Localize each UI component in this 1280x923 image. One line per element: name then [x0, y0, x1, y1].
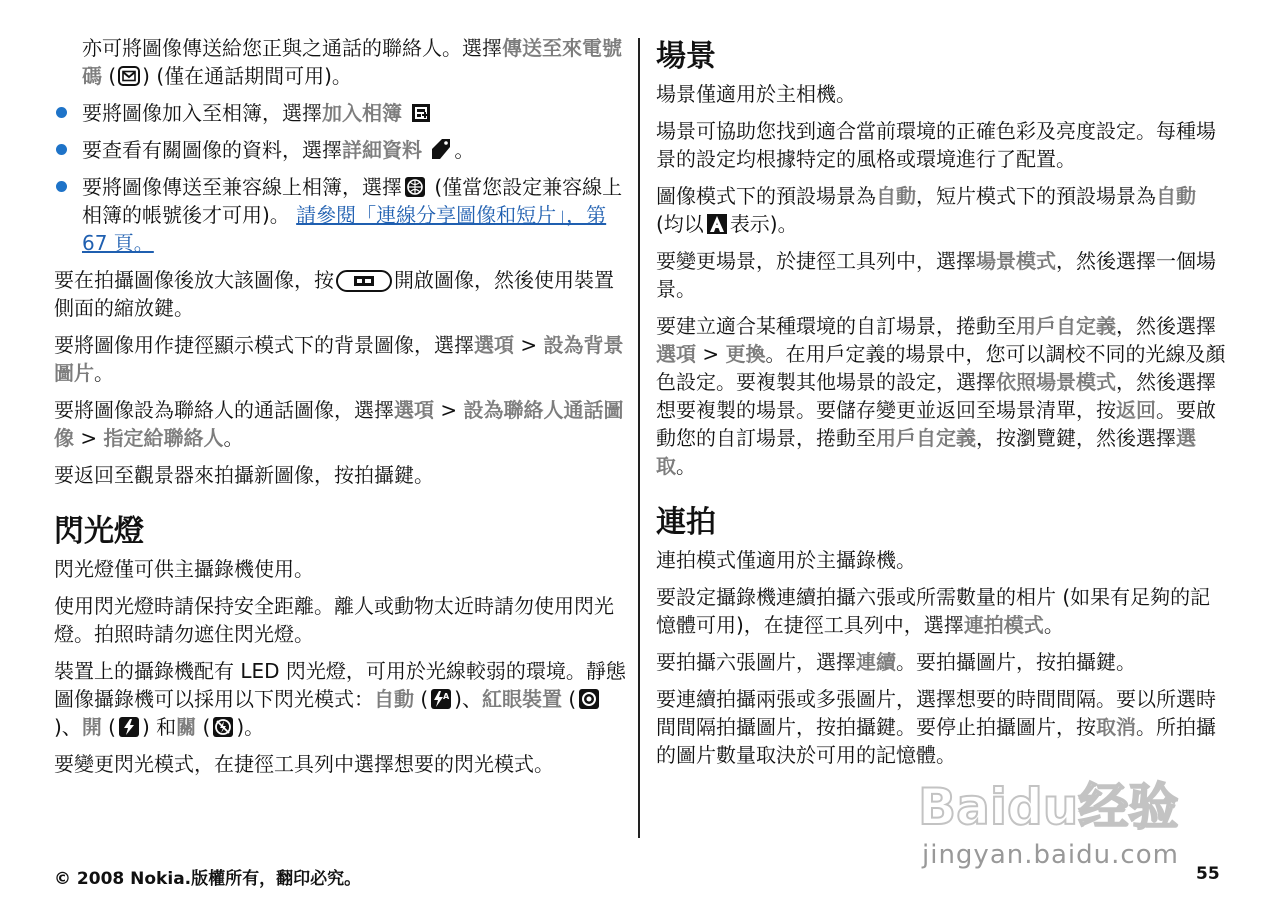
softkey-back: 返回: [1116, 398, 1156, 422]
menu-option-burst: 連續: [856, 650, 896, 674]
tag-icon: [430, 139, 452, 161]
softkey-cancel: 取消: [1096, 715, 1136, 739]
menu-option-user-defined: 用戶自定義: [1016, 314, 1116, 338]
bullet-dot: [56, 181, 67, 192]
softkey-select: 選取: [656, 426, 1196, 478]
menu-option-details: 詳細資料: [342, 138, 422, 162]
menu-option-set-as-wallpaper: 設為背景圖片: [54, 333, 624, 385]
paragraph-change-scene: 要變更場景，於捷徑工具列中，選擇場景模式，然後選擇一個場景。: [656, 249, 1216, 301]
left-column: [54, 34, 626, 778]
paragraph-return-viewfinder: 要返回至觀景器來拍攝新圖像，按拍攝鍵。: [54, 463, 434, 487]
paragraph-flash-safety: 使用閃光燈時請保持安全距離。離人或動物太近時請勿使用閃光燈。拍照時請勿遮住閃光燈。: [54, 594, 614, 646]
flash-mode-auto: 自動: [374, 687, 414, 711]
paragraph-burst-main-camera: 連拍模式僅適用於主攝錄機。: [656, 548, 916, 572]
paragraph-flash-main-camera: 閃光燈僅可供主攝錄機使用。: [54, 557, 314, 581]
menu-option-set-as-call-image: 設為聯絡人通話圖像: [54, 398, 624, 450]
menu-option-based-on-scene: 依照場景模式: [996, 370, 1116, 394]
bullet-dot: [56, 107, 67, 118]
flash-on-icon: [118, 716, 140, 738]
heading-burst: 連拍: [656, 505, 716, 540]
auto-scene-icon: [706, 213, 728, 235]
view-image-key-icon: [336, 270, 392, 292]
paragraph-burst-six: 要拍攝六張圖片，選擇連續。要拍攝圖片，按拍攝鍵。: [656, 650, 1136, 674]
flash-mode-on: 開: [81, 715, 102, 739]
scene-auto: 自動: [876, 184, 916, 208]
red-eye-icon: [578, 688, 600, 710]
menu-option-burst-mode: 連拍模式: [963, 613, 1044, 637]
menu-option-options: 選項: [474, 333, 514, 357]
baidu-watermark-url: jingyan.baidu.com: [922, 840, 1179, 870]
paragraph-call-image: 要將圖像設為聯絡人的通話圖像，選擇選項 > 設為聯絡人通話圖像 > 指定給聯絡人。: [54, 398, 624, 450]
heading-flash: 閃光燈: [54, 514, 144, 549]
flash-mode-off: 關: [176, 715, 197, 739]
bullet-add-to-album: 要將圖像加入至相簿，選擇加入相簿: [54, 99, 626, 127]
menu-option-add-to-album: 加入相簿: [322, 101, 402, 125]
scene-auto-video: 自動: [1156, 184, 1196, 208]
footer-copyright: © 2008 Nokia.版權所有，翻印必究。: [54, 869, 362, 889]
paragraph-flash-modes: 裝置上的攝錄機配有 LED 閃光燈，可用於光線較弱的環境。靜態圖像攝錄機可以採用以下閃光模式：自動 ( A )、紅眼裝置 ( )、開 ( ) 和關 ( )。: [54, 659, 626, 739]
menu-option-options: 選項: [394, 398, 434, 422]
paragraph-scene-main-camera: 場景僅適用於主相機。: [656, 82, 856, 106]
menu-option-scene-mode: 場景模式: [976, 249, 1056, 273]
menu-option-assign-to-contact: 指定給聯絡人: [103, 426, 224, 450]
flash-off-icon: [212, 716, 234, 738]
paragraph-scene-description: 場景可協助您找到適合當前環境的正確色彩及亮度設定。每種場景的設定均根據特定的風格或環境進行了配置。: [656, 119, 1216, 171]
flash-mode-red-eye: 紅眼裝置: [481, 687, 562, 711]
column-divider: [638, 38, 640, 838]
paragraph-custom-scene: 要建立適合某種環境的自訂場景，捲動至用戶自定義，然後選擇選項 > 更換。在用戶定義的場景中，您可以調校不同的光線及顏色設定。要複製其他場景的設定，選擇依照場景模式，然後選擇想要複製的場景。要儲存變更並返回至場景清單，按返回。要啟動您的自訂場景，捲動至用戶自定義，按瀏覽鍵，然後選擇選取。: [656, 314, 1226, 478]
paragraph-zoom-image: 要在拍攝圖像後放大該圖像，按 開啟圖像，然後使用裝置側面的縮放鍵。: [54, 268, 614, 320]
flash-auto-icon: [430, 688, 452, 710]
envelope-icon: [118, 65, 140, 87]
svg-text:Baidu经验: Baidu经验: [918, 778, 1179, 836]
svg-text:A: A: [443, 692, 450, 701]
bullet-online-album: 要將圖像傳送至兼容線上相簿，選擇 (僅當您設定兼容線上相簿的帳號後才可用)。 請參閱「連線分享圖像和短片」，第 67 頁。: [54, 173, 626, 257]
paragraph-burst-interval: 要連續拍攝兩張或多張圖片，選擇想要的時間間隔。要以所選時間間隔拍攝圖片，按拍攝鍵。要停止拍攝圖片，按取消。所拍攝的圖片數量取決於可用的記憶體。: [656, 687, 1216, 767]
menu-option-user-defined: 用戶自定義: [876, 426, 976, 450]
paragraph-send-to-caller: 亦可將圖像傳送給您正與之通話的聯絡人。選擇傳送至來電號碼 ( ) (僅在通話期間可用)。: [82, 36, 622, 88]
bullet-dot: [56, 144, 67, 155]
bullet-details: 要查看有關圖像的資料，選擇詳細資料 。: [54, 136, 626, 164]
link-online-share-page67[interactable]: 請參閱「連線分享圖像和短片」，第 67 頁。: [82, 203, 607, 255]
heading-scene: 場景: [656, 39, 716, 74]
menu-option-send-to-caller: 傳送至來電號碼: [82, 36, 622, 88]
page-number: 55: [1196, 864, 1220, 884]
right-column: [656, 34, 1226, 769]
menu-option-change: 更換: [725, 342, 766, 366]
paragraph-wallpaper: 要將圖像用作捷徑顯示模式下的背景圖像，選擇選項 > 設為背景圖片。: [54, 333, 624, 385]
menu-option-options: 選項: [656, 342, 696, 366]
online-share-icon: [404, 176, 426, 198]
add-to-album-icon: [410, 102, 432, 124]
paragraph-change-flash-mode: 要變更閃光模式，在捷徑工具列中選擇想要的閃光模式。: [54, 752, 554, 776]
paragraph-default-scene: 圖像模式下的預設場景為自動，短片模式下的預設場景為自動 (均以 表示)。: [656, 184, 1196, 236]
paragraph-burst-setup: 要設定攝錄機連續拍攝六張或所需數量的相片 (如果有足夠的記憶體可用)，在捷徑工具列中，選擇連拍模式。: [656, 585, 1211, 637]
